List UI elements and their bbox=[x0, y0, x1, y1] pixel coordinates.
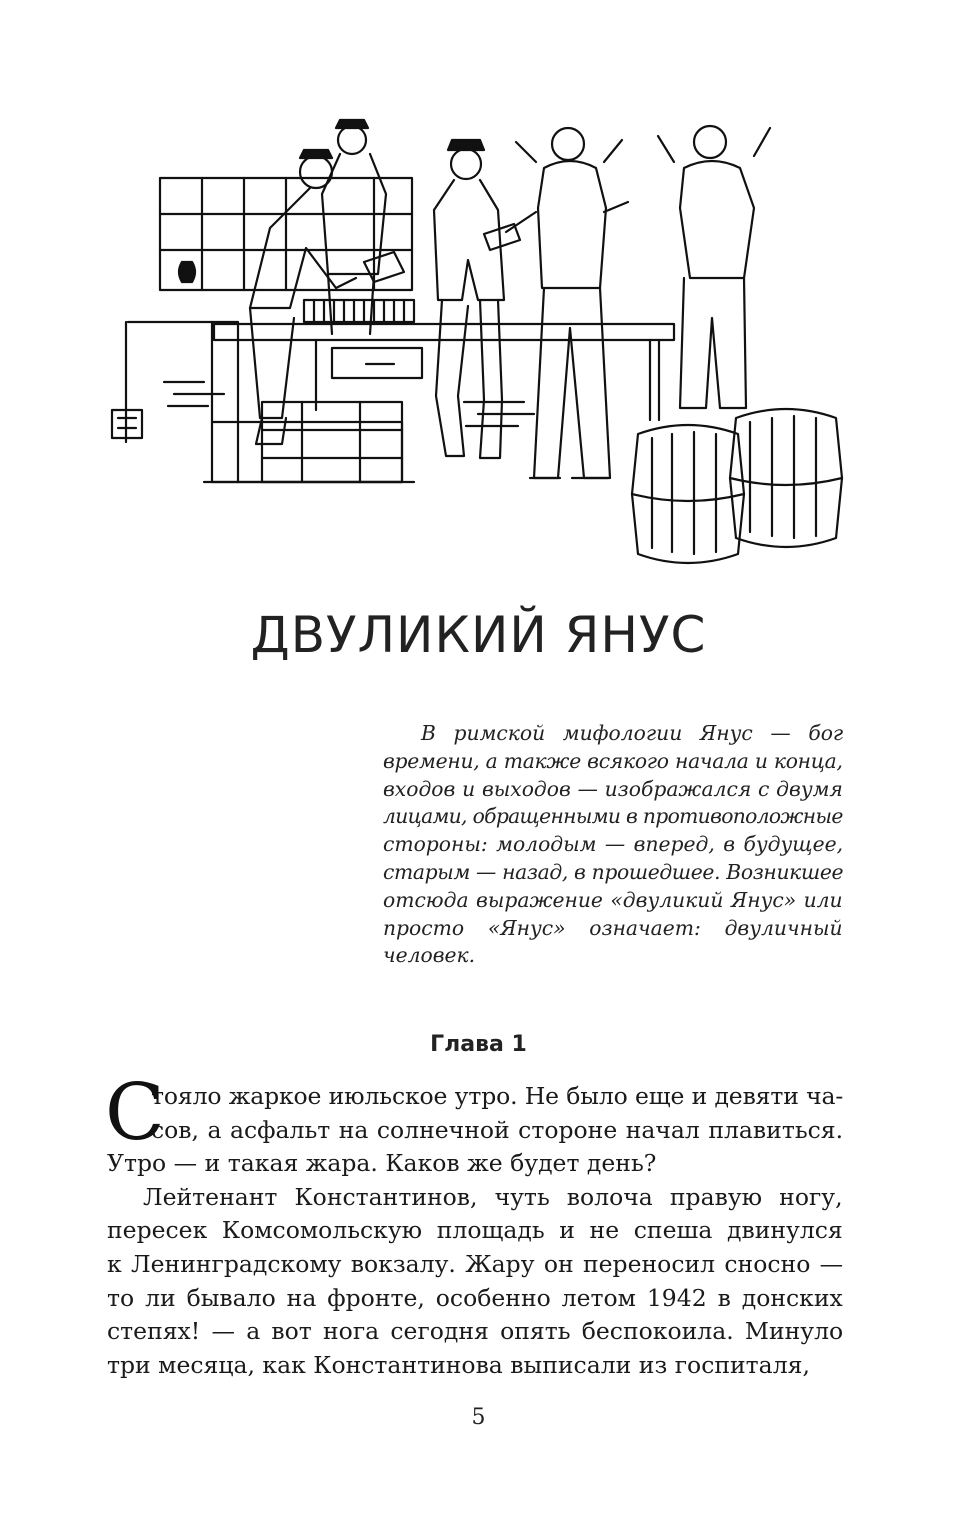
epigraph-line: лицами, обращенными в противоположные bbox=[383, 804, 843, 829]
chapter-illustration bbox=[104, 112, 844, 582]
epigraph-line: старым — назад, в прошедшее. Возникшее bbox=[383, 859, 844, 884]
epigraph-line: входов и выходов — изображался с двумя bbox=[383, 776, 843, 801]
body-line: сов, а асфальт на солнечной стороне начал плавиться. bbox=[151, 1115, 844, 1144]
body-line: пересек Комсомольскую площадь и не спеша двинулся bbox=[107, 1216, 843, 1245]
epigraph-line: В римской мифологии Янус — бог bbox=[421, 721, 844, 745]
page-number: 5 bbox=[471, 1405, 486, 1430]
body-line: Лейтенант Константинов, чуть волоча правую ногу, bbox=[143, 1182, 843, 1211]
epigraph-line: отсюда выражение «двуликий Янус» или bbox=[383, 887, 843, 912]
epigraph-line: человек. bbox=[383, 943, 476, 968]
epigraph-line: стороны: молодым — вперед, в будущее, bbox=[383, 832, 844, 857]
epigraph-line: времени, а также всякого начала и конца, bbox=[383, 748, 843, 773]
story-title: ДВУЛИКИЙ ЯНУС bbox=[250, 606, 707, 664]
epigraph bbox=[383, 720, 843, 970]
body-line: Утро — и такая жара. Каков же будет день? bbox=[107, 1149, 657, 1178]
chapter-heading: Глава 1 bbox=[430, 1032, 527, 1057]
body-line: к Ленинградскому вокзалу. Жару он переносил сносно — bbox=[107, 1249, 844, 1278]
body-text bbox=[105, 1068, 844, 1382]
body-line: тояло жаркое июльское утро. Не было еще и девяти ча- bbox=[151, 1082, 844, 1110]
body-line: три месяца, как Константинова выписали из госпиталя, bbox=[107, 1350, 810, 1379]
drop-cap: С bbox=[105, 1068, 165, 1158]
epigraph-line: просто «Янус» означает: двуличный bbox=[383, 915, 843, 940]
body-line: то ли бывало на фронте, особенно летом 1942 в донских bbox=[107, 1283, 843, 1312]
body-line: степях! — а вот нога сегодня опять беспокоила. Минуло bbox=[107, 1317, 844, 1346]
